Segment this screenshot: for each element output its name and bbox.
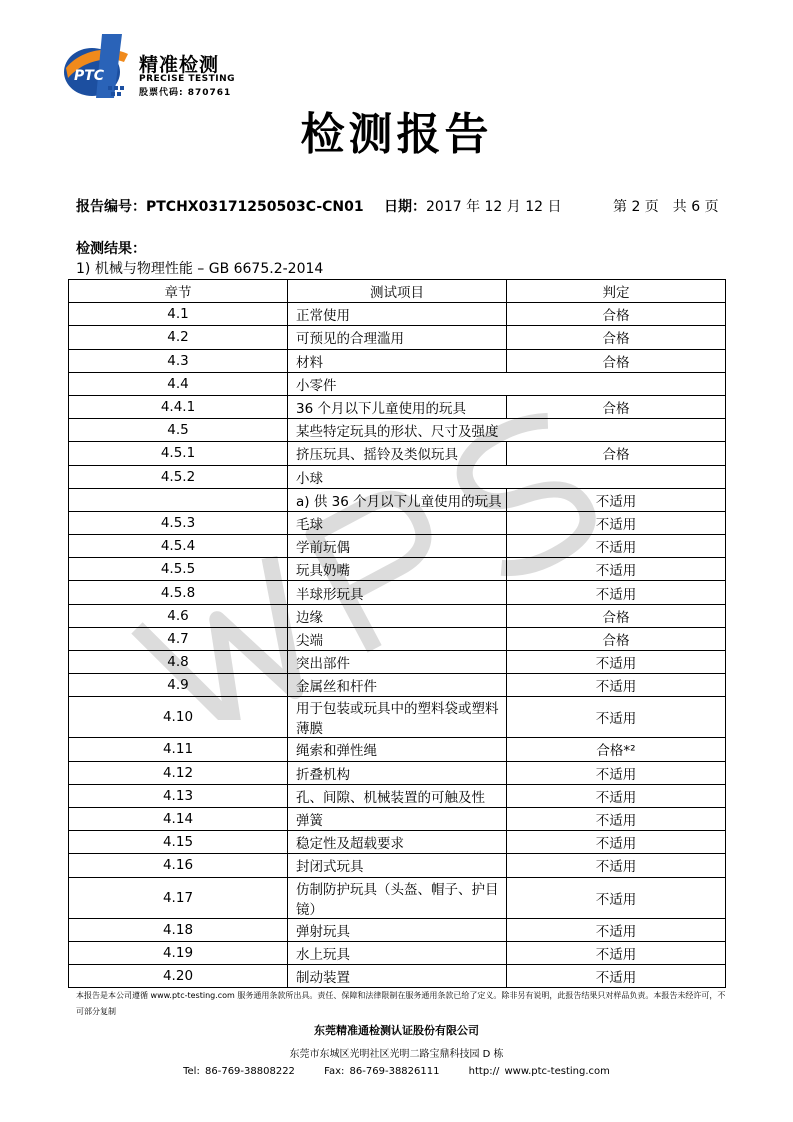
- clause-cell: 4.5.1: [69, 442, 288, 465]
- result-cell: 不适用: [507, 918, 726, 941]
- clause-cell: 4.10: [69, 697, 288, 738]
- clause-cell: 4.5.8: [69, 581, 288, 604]
- clause-cell: 4.7: [69, 627, 288, 650]
- result-cell: 不适用: [507, 807, 726, 830]
- table-row: [69, 395, 726, 418]
- table-row: [69, 303, 726, 326]
- result-cell: 不适用: [507, 651, 726, 674]
- table-row: [69, 697, 726, 738]
- clause-cell: 4.9: [69, 674, 288, 697]
- clause-cell: 4.3: [69, 349, 288, 372]
- logo-english: PRECISE TESTING: [139, 74, 236, 84]
- item-cell: 稳定性及超载要求: [288, 831, 507, 854]
- item-cell: 制动装置: [288, 964, 507, 987]
- item-cell: 孔、间隙、机械装置的可触及性: [288, 784, 507, 807]
- item-cell: 封闭式玩具: [288, 854, 507, 877]
- header-clause: 章节: [69, 280, 288, 303]
- item-cell: 仿制防护玩具（头盔、帽子、护目镜）: [288, 877, 507, 918]
- item-cell: 用于包装或玩具中的塑料袋或塑料薄膜: [288, 697, 507, 738]
- clause-cell: [69, 488, 288, 511]
- item-cell: 毛球: [288, 511, 507, 534]
- item-cell: 36 个月以下儿童使用的玩具: [288, 395, 507, 418]
- item-cell: 材料: [288, 349, 507, 372]
- table-row: [69, 738, 726, 761]
- report-title: 检测报告: [300, 109, 493, 160]
- item-cell: 边缘: [288, 604, 507, 627]
- ptc-logo-icon: [62, 28, 138, 108]
- svg-text:PTC: PTC: [74, 68, 105, 84]
- table-row: [69, 372, 726, 395]
- item-cell: 玩具奶嘴: [288, 558, 507, 581]
- footer-tel: Tel: 86-769-38808222: [183, 1066, 295, 1077]
- item-cell: 水上玩具: [288, 941, 507, 964]
- logo-name: 精准检测: [139, 54, 220, 76]
- section-heading: 检测结果：: [76, 241, 146, 257]
- clause-cell: 4.14: [69, 807, 288, 830]
- result-cell: 合格: [507, 349, 726, 372]
- table-row: [69, 941, 726, 964]
- header-result: 判定: [507, 280, 726, 303]
- item-cell: 某些特定玩具的形状、尺寸及强度: [288, 419, 726, 442]
- clause-cell: 4.5.3: [69, 511, 288, 534]
- item-cell: 金属丝和杆件: [288, 674, 507, 697]
- table-row: [69, 558, 726, 581]
- logo-stock-code: 股票代码: 870761: [139, 88, 232, 98]
- table-row: [69, 349, 726, 372]
- item-cell: a) 供 36 个月以下儿童使用的玩具: [288, 488, 507, 511]
- table-row: [69, 807, 726, 830]
- item-cell: 可预见的合理滥用: [288, 326, 507, 349]
- clause-cell: 4.20: [69, 964, 288, 987]
- footer-company: 东莞精准通检测认证股份有限公司: [314, 1024, 479, 1037]
- table-header-row: [69, 280, 726, 303]
- result-cell: 不适用: [507, 784, 726, 807]
- table-row: [69, 651, 726, 674]
- section-subheading: 1) 机械与物理性能 – GB 6675.2-2014: [76, 261, 324, 277]
- result-cell: 合格: [507, 627, 726, 650]
- result-cell: 合格*²: [507, 738, 726, 761]
- item-cell: 折叠机构: [288, 761, 507, 784]
- footer-address: 东莞市东城区光明社区光明二路宝鼎科技园 D 栋: [289, 1049, 504, 1060]
- report-number: [76, 196, 364, 216]
- item-cell: 弹簧: [288, 807, 507, 830]
- clause-cell: 4.13: [69, 784, 288, 807]
- footer-fax: Fax: 86-769-38826111: [324, 1066, 440, 1077]
- result-cell: 合格: [507, 326, 726, 349]
- clause-cell: 4.2: [69, 326, 288, 349]
- result-cell: 不适用: [507, 831, 726, 854]
- result-cell: 不适用: [507, 761, 726, 784]
- report-date: [384, 196, 562, 216]
- item-cell: 挤压玩具、摇铃及类似玩具: [288, 442, 507, 465]
- item-cell: 小球: [288, 465, 726, 488]
- clause-cell: 4.5.2: [69, 465, 288, 488]
- footer-disclaimer: 本报告是本公司遵循 www.ptc-testing.com 服务通用条款所出具。责任、保障和法律限制在服务通用条款已给了定义。除非另有说明，此报告结果只对样品负责。本报告未经许可，不可部分复制: [76, 991, 726, 1016]
- table-row: [69, 442, 726, 465]
- table-row: [69, 488, 726, 511]
- report-number-label: 报告编号：: [76, 199, 146, 215]
- table-row: [69, 535, 726, 558]
- result-cell: 合格: [507, 604, 726, 627]
- result-cell: 不适用: [507, 558, 726, 581]
- page-indicator: 第 2 页 共 6 页: [613, 199, 719, 215]
- result-cell: 合格: [507, 395, 726, 418]
- header-item: 测试项目: [288, 280, 507, 303]
- report-date-label: 日期：: [384, 199, 426, 215]
- clause-cell: 4.4: [69, 372, 288, 395]
- result-cell: 不适用: [507, 964, 726, 987]
- clause-cell: 4.4.1: [69, 395, 288, 418]
- item-cell: 尖端: [288, 627, 507, 650]
- table-row: [69, 918, 726, 941]
- table-row: [69, 854, 726, 877]
- table-row: [69, 511, 726, 534]
- table-row: [69, 877, 726, 918]
- item-cell: 弹射玩具: [288, 918, 507, 941]
- result-cell: 不适用: [507, 488, 726, 511]
- clause-cell: 4.1: [69, 303, 288, 326]
- footer-web-link[interactable]: http:// www.ptc-testing.com: [468, 1066, 610, 1077]
- item-cell: 正常使用: [288, 303, 507, 326]
- footer-contact: [0, 1066, 793, 1077]
- result-cell: 不适用: [507, 535, 726, 558]
- table-row: [69, 419, 726, 442]
- result-cell: 合格: [507, 442, 726, 465]
- result-cell: 合格: [507, 303, 726, 326]
- clause-cell: 4.8: [69, 651, 288, 674]
- report-date-value: 2017 年 12 月 12 日: [426, 199, 562, 215]
- table-row: [69, 465, 726, 488]
- clause-cell: 4.5.4: [69, 535, 288, 558]
- clause-cell: 4.5: [69, 419, 288, 442]
- item-cell: 小零件: [288, 372, 726, 395]
- company-logo: [62, 28, 262, 108]
- table-row: [69, 674, 726, 697]
- result-cell: 不适用: [507, 854, 726, 877]
- result-cell: 不适用: [507, 674, 726, 697]
- report-number-value: PTCHX03171250503C-CN01: [146, 199, 364, 215]
- clause-cell: 4.11: [69, 738, 288, 761]
- clause-cell: 4.16: [69, 854, 288, 877]
- table-row: [69, 831, 726, 854]
- item-cell: 突出部件: [288, 651, 507, 674]
- table-row: [69, 964, 726, 987]
- clause-cell: 4.18: [69, 918, 288, 941]
- clause-cell: 4.12: [69, 761, 288, 784]
- table-row: [69, 326, 726, 349]
- result-cell: 不适用: [507, 511, 726, 534]
- table-row: [69, 604, 726, 627]
- clause-cell: 4.19: [69, 941, 288, 964]
- clause-cell: 4.6: [69, 604, 288, 627]
- table-row: [69, 761, 726, 784]
- table-row: [69, 581, 726, 604]
- results-table: [68, 279, 726, 988]
- item-cell: 半球形玩具: [288, 581, 507, 604]
- clause-cell: 4.5.5: [69, 558, 288, 581]
- result-cell: 不适用: [507, 941, 726, 964]
- clause-cell: 4.15: [69, 831, 288, 854]
- result-cell: 不适用: [507, 877, 726, 918]
- result-cell: 不适用: [507, 697, 726, 738]
- item-cell: 学前玩偶: [288, 535, 507, 558]
- table-row: [69, 784, 726, 807]
- table-row: [69, 627, 726, 650]
- result-cell: 不适用: [507, 581, 726, 604]
- item-cell: 绳索和弹性绳: [288, 738, 507, 761]
- clause-cell: 4.17: [69, 877, 288, 918]
